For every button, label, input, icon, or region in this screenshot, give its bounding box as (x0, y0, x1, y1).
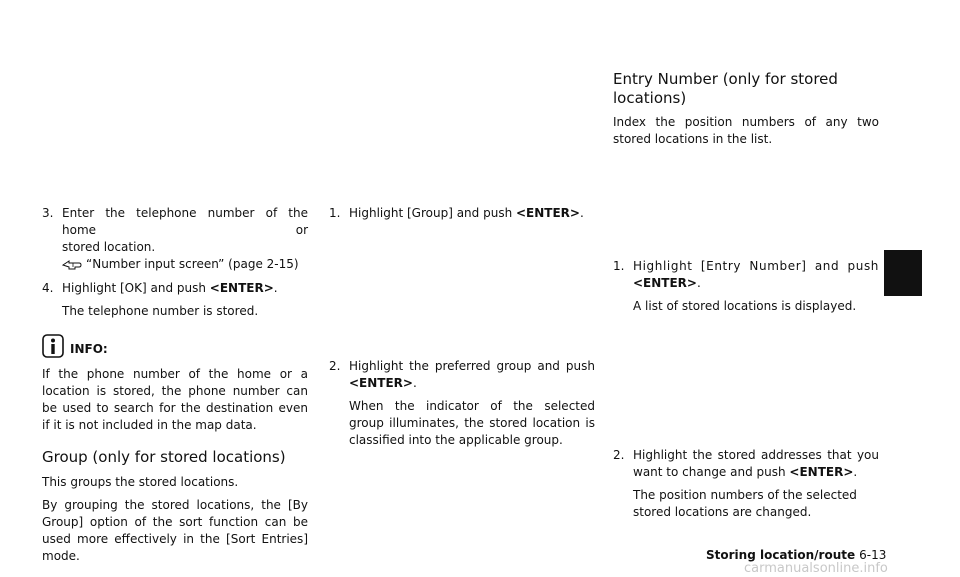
right-step-1 (613, 258, 879, 315)
step-number: 4. (42, 281, 54, 295)
watermark: carmanualsonline.info (744, 561, 888, 576)
step-number: 1. (613, 259, 625, 273)
group-paragraph-2: By grouping the stored locations, the [By Group] option of the sort function can be used more effectively in the [Sort Entries] mode. (42, 498, 308, 563)
step-result: The position numbers of the selected stored locations are changed. (633, 488, 857, 519)
section-heading-entry-number: Entry Number (only for stored locations) (613, 70, 838, 107)
info-text: If the phone number of the home or a location is stored, the phone number can be used to search for the destination even if it is not included in the map data. (42, 367, 308, 432)
footer-section: Storing location/route (706, 548, 856, 562)
section-heading-group: Group (only for stored locations) (42, 448, 286, 466)
step-result: When the indicator of the selected group illuminates, the stored location is classified into the applicable group. (349, 399, 595, 447)
step-text: want to change and push <ENTER>. (633, 465, 858, 479)
reference-text: “Number input screen” (page 2-15) (86, 257, 299, 271)
right-column-header (613, 70, 879, 148)
step-number: 1. (329, 206, 341, 220)
step-number: 2. (329, 359, 341, 373)
step-number: 3. (42, 206, 54, 220)
right-step-2 (613, 447, 879, 521)
middle-step-2 (329, 358, 595, 449)
info-label: INFO: (70, 342, 108, 356)
step-text: Highlight the stored addresses that you (633, 448, 879, 462)
step-text: Highlight [OK] and push <ENTER>. (62, 281, 278, 295)
step-text: Highlight [Entry Number] and push (633, 259, 879, 273)
chapter-tab (884, 250, 922, 296)
step-number: 2. (613, 448, 625, 462)
step-text: Enter the telephone number of the home or (62, 206, 308, 237)
step-result: A list of stored locations is displayed. (633, 299, 857, 313)
middle-step-1 (329, 205, 595, 222)
step-3 (42, 205, 308, 273)
cross-reference (42, 256, 308, 273)
left-column (42, 205, 308, 565)
step-text: stored location. (62, 240, 156, 254)
step-text: <ENTER>. (349, 376, 417, 390)
step-result: The telephone number is stored. (62, 304, 259, 318)
step-text: Highlight [Group] and push <ENTER>. (349, 206, 584, 220)
group-paragraph-1: This groups the stored locations. (42, 475, 239, 489)
reference-hand-icon (62, 259, 82, 271)
entry-paragraph: Index the position numbers of any two stored locations in the list. (613, 115, 879, 146)
info-box (42, 334, 308, 434)
page-number: 6-13 (859, 548, 887, 562)
step-4 (42, 280, 308, 320)
info-icon (42, 334, 64, 358)
step-text: <ENTER>. (633, 276, 701, 290)
step-text: Highlight the preferred group and push (349, 359, 595, 373)
